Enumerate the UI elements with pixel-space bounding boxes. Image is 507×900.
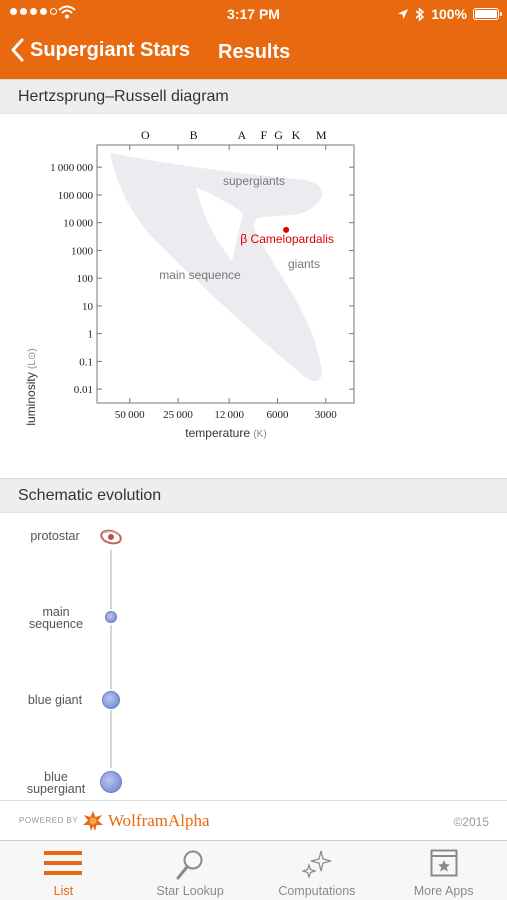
tab-label-list: List bbox=[53, 884, 74, 898]
tab-label-star-lookup: Star Lookup bbox=[156, 884, 224, 898]
battery-percent: 100% bbox=[431, 6, 467, 22]
tab-more-apps[interactable] bbox=[380, 841, 507, 900]
star-icon-blue-supergiant bbox=[100, 771, 122, 793]
y-tick-label: 10 bbox=[82, 300, 93, 313]
spectral-class-label: M bbox=[315, 128, 327, 142]
x-tick-label: 3000 bbox=[314, 409, 337, 421]
bluetooth-icon bbox=[415, 7, 425, 22]
data-label-beta-camelopardalis: β Camelopardalis bbox=[240, 231, 334, 246]
spectral-class-label: B bbox=[189, 128, 198, 142]
page-title: Results bbox=[218, 41, 291, 63]
hr-diagram-chart bbox=[0, 115, 507, 477]
magnifier-icon bbox=[175, 849, 205, 881]
stage-label-blue-supergiant: blue supergiant bbox=[26, 770, 86, 796]
region-label-giants: giants bbox=[287, 257, 321, 271]
tab-list[interactable] bbox=[0, 841, 127, 900]
stage-label-protostar: protostar bbox=[30, 529, 80, 543]
y-tick-label: 1 bbox=[87, 328, 93, 341]
powered-by-label: POWERED BY bbox=[19, 816, 79, 825]
y-tick-label: 1000 bbox=[71, 245, 93, 258]
sparkles-icon bbox=[302, 849, 332, 879]
star-icon-blue-giant bbox=[102, 691, 120, 709]
x-tick-label: 6000 bbox=[266, 409, 289, 421]
y-tick-label: 10 000 bbox=[63, 217, 93, 230]
stage-label-blue-giant: blue giant bbox=[27, 693, 83, 707]
y-tick-label: 100 bbox=[76, 273, 93, 286]
tab-label-more-apps: More Apps bbox=[413, 884, 474, 898]
wolfram-spikey-icon bbox=[82, 810, 104, 832]
x-tick-label: 25 000 bbox=[163, 409, 193, 421]
star-icon-main-sequence bbox=[105, 611, 117, 623]
evolution-connector bbox=[110, 550, 112, 609]
copyright: ©2015 bbox=[453, 815, 489, 829]
tab-star-lookup[interactable] bbox=[127, 841, 254, 900]
x-axis-unit: (K) bbox=[253, 429, 267, 440]
nav-bar bbox=[0, 28, 507, 79]
spectral-class-label: O bbox=[140, 128, 150, 142]
footer bbox=[0, 800, 507, 840]
brand-name: WolframAlpha bbox=[108, 811, 210, 830]
spectral-class-label: K bbox=[291, 128, 301, 142]
y-tick-label: 0.1 bbox=[79, 356, 93, 369]
x-tick-label: 12 000 bbox=[214, 409, 245, 421]
wolframalpha-logo[interactable] bbox=[82, 810, 210, 832]
chevron-left-icon bbox=[10, 38, 24, 62]
back-label: Supergiant Stars bbox=[30, 38, 191, 61]
evolution-connector bbox=[110, 625, 112, 689]
x-axis-label-text: temperature bbox=[185, 426, 251, 440]
status-time: 3:17 PM bbox=[227, 6, 280, 22]
region-label-main-sequence: main sequence bbox=[159, 268, 241, 282]
app-window-icon bbox=[430, 849, 458, 877]
evolution-header: Schematic evolution bbox=[0, 478, 507, 513]
protostar-icon bbox=[99, 527, 123, 547]
hr-diagram-header: Hertzsprung–Russell diagram bbox=[0, 79, 507, 114]
spectral-class-label: A bbox=[237, 128, 247, 142]
tab-bar bbox=[0, 840, 507, 900]
y-tick-label: 1 000 000 bbox=[50, 162, 93, 175]
tab-label-computations: Computations bbox=[278, 884, 356, 898]
evolution-diagram bbox=[0, 513, 507, 800]
location-arrow-icon bbox=[397, 8, 409, 20]
x-axis-label bbox=[185, 426, 266, 440]
spectral-class-label: G bbox=[274, 128, 283, 142]
y-axis-unit: (L⊙) bbox=[27, 348, 38, 369]
stage-label-main-sequence: main sequence bbox=[28, 605, 84, 631]
status-bar bbox=[0, 0, 507, 28]
evolution-connector bbox=[110, 710, 112, 768]
list-icon bbox=[44, 849, 82, 877]
tab-computations[interactable] bbox=[254, 841, 381, 900]
spectral-class-label: F bbox=[260, 128, 268, 142]
battery-icon bbox=[473, 8, 499, 20]
back-button[interactable] bbox=[10, 38, 190, 62]
y-tick-label: 100 000 bbox=[57, 189, 93, 202]
x-tick-label: 50 000 bbox=[114, 409, 145, 421]
y-axis-label-text: luminosity bbox=[24, 372, 38, 426]
y-tick-label: 0.01 bbox=[73, 384, 93, 397]
y-axis-label bbox=[24, 348, 38, 425]
region-label-supergiants: supergiants bbox=[222, 174, 286, 188]
